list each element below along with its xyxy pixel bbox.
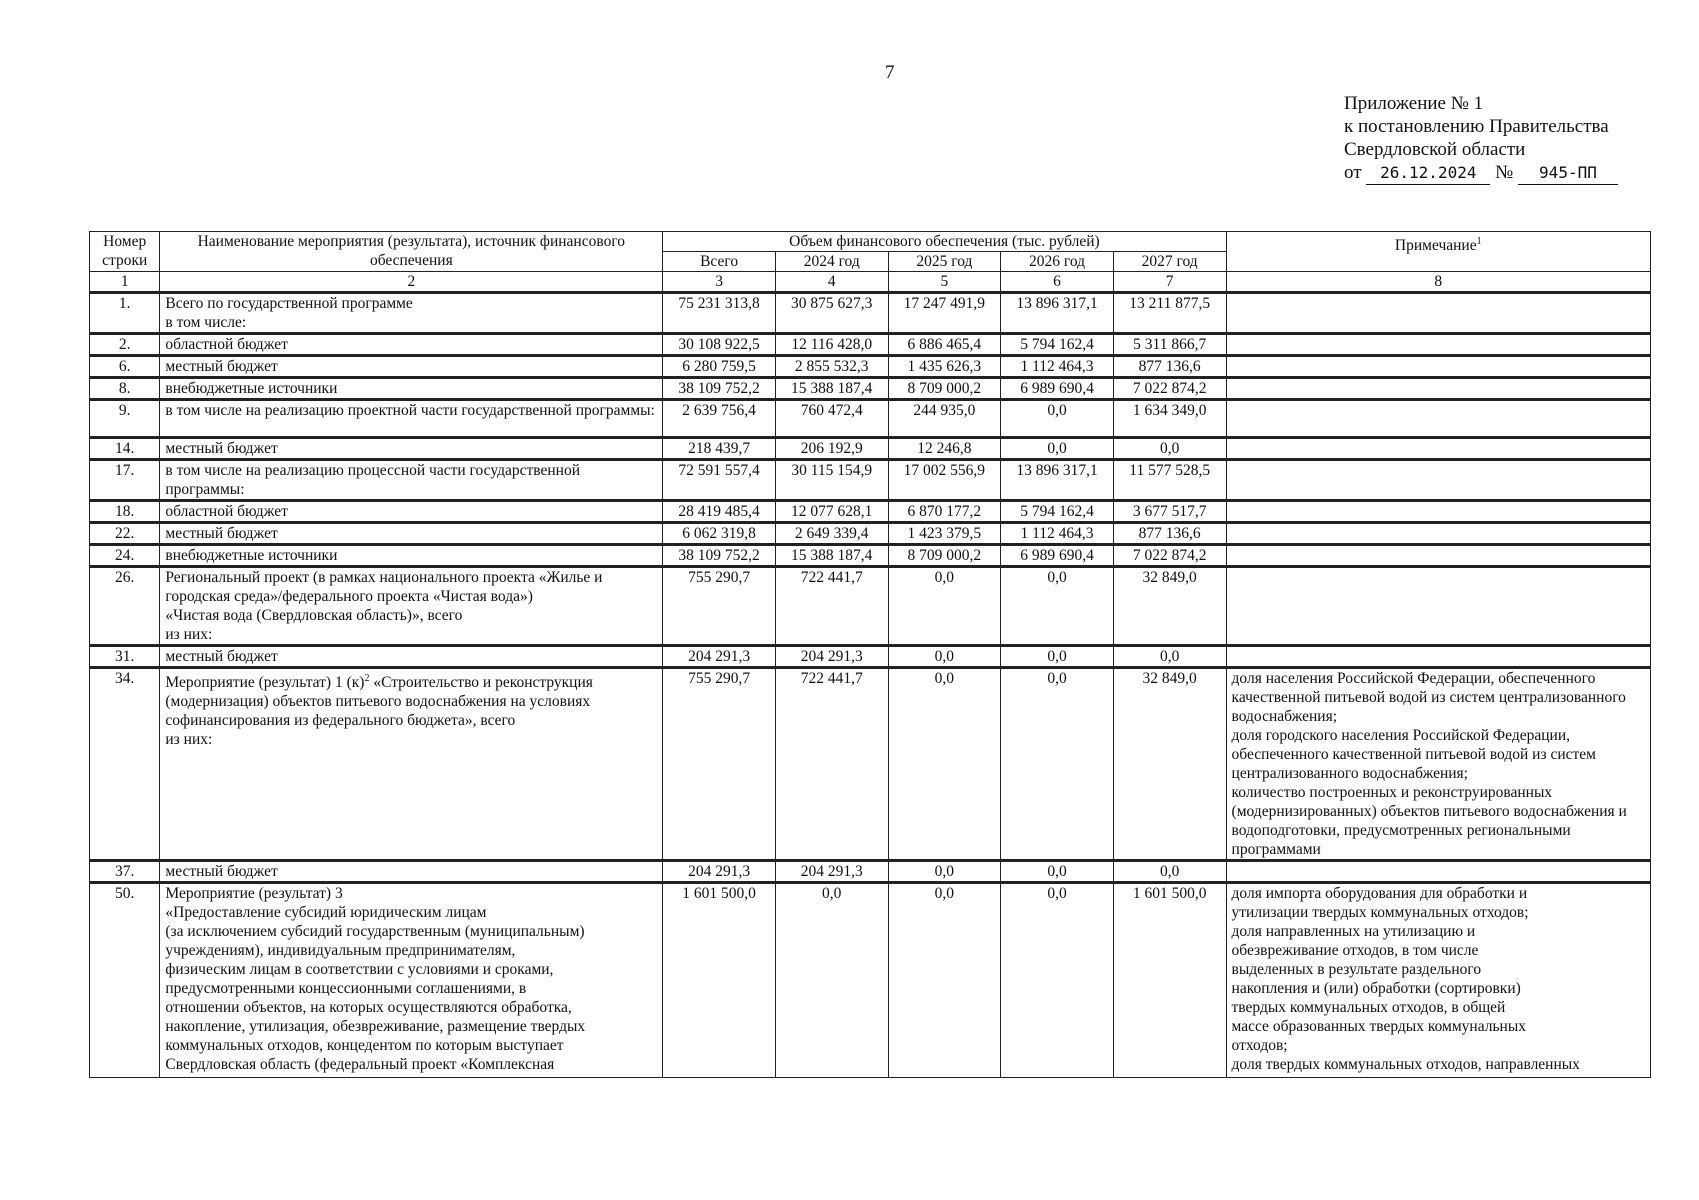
row-name: местный бюджет (160, 646, 663, 668)
row-number: 14. (90, 438, 160, 460)
cell-total: 2 639 756,4 (663, 400, 776, 438)
row-number: 34. (90, 668, 160, 861)
cell-2024: 204 291,3 (775, 646, 888, 668)
cell-2026: 0,0 (1001, 567, 1114, 646)
column-index: 4 (775, 272, 888, 293)
row-number: 2. (90, 334, 160, 356)
cell-note (1226, 356, 1650, 378)
cell-2026: 13 896 317,1 (1001, 460, 1114, 501)
cell-2026: 0,0 (1001, 668, 1114, 861)
cell-total: 1 601 500,0 (663, 883, 776, 1078)
cell-note (1226, 523, 1650, 545)
decree-number: 945-ПП (1518, 161, 1618, 185)
cell-2025: 0,0 (888, 883, 1001, 1078)
appendix-block (1344, 92, 1618, 185)
cell-note (1226, 400, 1650, 438)
cell-2025: 17 247 491,9 (888, 293, 1001, 334)
cell-2027: 1 634 349,0 (1113, 400, 1226, 438)
column-index: 2 (160, 272, 663, 293)
row-number: 26. (90, 567, 160, 646)
table-row (90, 460, 1651, 501)
cell-2024: 0,0 (775, 883, 888, 1078)
cell-total: 75 231 313,8 (663, 293, 776, 334)
cell-2026: 0,0 (1001, 646, 1114, 668)
row-name: в том числе на реализацию проектной части государственной программы: (160, 400, 663, 438)
cell-2027: 0,0 (1113, 646, 1226, 668)
cell-total: 38 109 752,2 (663, 378, 776, 400)
row-name: в том числе на реализацию процессной части государственной программы: (160, 460, 663, 501)
table-row (90, 438, 1651, 460)
cell-2026: 0,0 (1001, 883, 1114, 1078)
cell-2024: 12 077 628,1 (775, 501, 888, 523)
row-number: 22. (90, 523, 160, 545)
cell-note (1226, 460, 1650, 501)
column-index: 7 (1113, 272, 1226, 293)
cell-2027: 7 022 874,2 (1113, 378, 1226, 400)
cell-2025: 0,0 (888, 861, 1001, 883)
table-row (90, 400, 1651, 438)
cell-2025: 0,0 (888, 646, 1001, 668)
appendix-decree: к постановлению Правительства (1344, 116, 1609, 137)
cell-2026: 1 112 464,3 (1001, 356, 1114, 378)
table-row (90, 356, 1651, 378)
cell-total: 38 109 752,2 (663, 545, 776, 567)
cell-2025: 12 246,8 (888, 438, 1001, 460)
row-number: 50. (90, 883, 160, 1078)
cell-note (1226, 567, 1650, 646)
cell-2024: 206 192,9 (775, 438, 888, 460)
cell-2027: 1 601 500,0 (1113, 883, 1226, 1078)
cell-2027: 11 577 528,5 (1113, 460, 1226, 501)
appendix-title: Приложение № 1 (1344, 93, 1484, 114)
appendix-region: Свердловской области (1344, 139, 1526, 160)
row-name: внебюджетные источники (160, 378, 663, 400)
row-name-prefix: Мероприятие (результат) 1 (к) (165, 674, 365, 692)
table-row (90, 567, 1651, 646)
cell-2024: 760 472,4 (775, 400, 888, 438)
cell-2024: 2 855 532,3 (775, 356, 888, 378)
cell-2027: 13 211 877,5 (1113, 293, 1226, 334)
header-total: Всего (663, 252, 776, 272)
header-note (1226, 232, 1650, 272)
row-name: Всего по государственной программе в том числе: (160, 293, 663, 334)
table-row (90, 545, 1651, 567)
cell-2026: 0,0 (1001, 400, 1114, 438)
table-row (90, 334, 1651, 356)
table-row (90, 861, 1651, 883)
column-index: 5 (888, 272, 1001, 293)
row-name-footnote: 2 (364, 673, 370, 684)
page-number: 7 (885, 62, 895, 83)
cell-total: 755 290,7 (663, 567, 776, 646)
cell-note: доля населения Российской Федерации, обеспеченного качественной питьевой водой из систем централизованного водоснабжения; доля городского населения Российской Федерации, обеспеченного качественной питьевой водой из систем централизованного водоснабжения; количество построенных и реконструированных (модернизированных) объектов питьевого водоснабжения и водоподготовки, предусмотренных региональными программами (1226, 668, 1650, 861)
cell-2025: 244 935,0 (888, 400, 1001, 438)
row-number: 1. (90, 293, 160, 334)
table-row (90, 378, 1651, 400)
column-index: 8 (1226, 272, 1650, 293)
cell-2024: 30 115 154,9 (775, 460, 888, 501)
header-note-label: Примечание (1394, 237, 1477, 255)
row-number: 6. (90, 356, 160, 378)
cell-2026: 0,0 (1001, 438, 1114, 460)
cell-2024: 15 388 187,4 (775, 545, 888, 567)
row-number: 18. (90, 501, 160, 523)
cell-2024: 2 649 339,4 (775, 523, 888, 545)
cell-2026: 1 112 464,3 (1001, 523, 1114, 545)
header-row-number: Номер строки (90, 232, 160, 272)
table-row (90, 293, 1651, 334)
row-number: 37. (90, 861, 160, 883)
cell-2027: 5 311 866,7 (1113, 334, 1226, 356)
table-row (90, 883, 1651, 1078)
row-name: Мероприятие (результат) 3 «Предоставление субсидий юридическим лицам (за исключением субсидий государственным (муниципальным) учреждениям), индивидуальным предпринимателям, физическим лицам в соответствии с условиями и сроками, предусмотренными концессионными соглашениями, в отношении объектов, на которых осуществляются обработка, накопление, утилизация, обезвреживание, размещение твердых коммунальных отходов, концедентом по которым выступает Свердловская область (федеральный проект «Комплексная (160, 883, 663, 1078)
row-name (160, 668, 663, 861)
cell-2024: 722 441,7 (775, 668, 888, 861)
header-name: Наименование мероприятия (результата), источник финансового обеспечения (160, 232, 663, 272)
row-number: 8. (90, 378, 160, 400)
cell-2025: 0,0 (888, 668, 1001, 861)
cell-2025: 8 709 000,2 (888, 378, 1001, 400)
column-index: 6 (1001, 272, 1114, 293)
header-2025: 2025 год (888, 252, 1001, 272)
row-name: местный бюджет (160, 523, 663, 545)
cell-2027: 0,0 (1113, 438, 1226, 460)
cell-note (1226, 646, 1650, 668)
cell-note (1226, 438, 1650, 460)
column-index-row (90, 272, 1651, 293)
cell-2024: 204 291,3 (775, 861, 888, 883)
row-name: местный бюджет (160, 438, 663, 460)
table-row (90, 668, 1651, 861)
cell-2026: 6 989 690,4 (1001, 545, 1114, 567)
cell-2026: 13 896 317,1 (1001, 293, 1114, 334)
cell-2025: 17 002 556,9 (888, 460, 1001, 501)
header-note-sup: 1 (1476, 236, 1482, 247)
row-number: 31. (90, 646, 160, 668)
date-prefix: от (1344, 162, 1362, 183)
cell-2025: 1 435 626,3 (888, 356, 1001, 378)
column-index: 1 (90, 272, 160, 293)
cell-total: 28 419 485,4 (663, 501, 776, 523)
cell-2025: 1 423 379,5 (888, 523, 1001, 545)
cell-total: 218 439,7 (663, 438, 776, 460)
cell-2025: 8 709 000,2 (888, 545, 1001, 567)
cell-2027: 877 136,6 (1113, 523, 1226, 545)
financing-table (89, 231, 1651, 1078)
cell-total: 204 291,3 (663, 861, 776, 883)
cell-total: 72 591 557,4 (663, 460, 776, 501)
decree-date: 26.12.2024 (1366, 161, 1490, 185)
row-number: 9. (90, 400, 160, 438)
row-number: 17. (90, 460, 160, 501)
cell-note (1226, 378, 1650, 400)
table-row (90, 501, 1651, 523)
cell-2027: 7 022 874,2 (1113, 545, 1226, 567)
cell-2025: 6 870 177,2 (888, 501, 1001, 523)
cell-note (1226, 545, 1650, 567)
cell-2025: 6 886 465,4 (888, 334, 1001, 356)
cell-2026: 6 989 690,4 (1001, 378, 1114, 400)
header-2026: 2026 год (1001, 252, 1114, 272)
cell-total: 755 290,7 (663, 668, 776, 861)
cell-total: 30 108 922,5 (663, 334, 776, 356)
cell-2024: 722 441,7 (775, 567, 888, 646)
row-name: местный бюджет (160, 356, 663, 378)
cell-2024: 15 388 187,4 (775, 378, 888, 400)
cell-2024: 12 116 428,0 (775, 334, 888, 356)
table-row (90, 523, 1651, 545)
cell-note (1226, 501, 1650, 523)
cell-2026: 5 794 162,4 (1001, 501, 1114, 523)
cell-note (1226, 861, 1650, 883)
appendix-date-line (1344, 161, 1618, 185)
cell-note (1226, 334, 1650, 356)
cell-total: 204 291,3 (663, 646, 776, 668)
row-name: местный бюджет (160, 861, 663, 883)
table-row (90, 646, 1651, 668)
header-2024: 2024 год (775, 252, 888, 272)
cell-2024: 30 875 627,3 (775, 293, 888, 334)
cell-2027: 32 849,0 (1113, 567, 1226, 646)
row-number: 24. (90, 545, 160, 567)
cell-2027: 3 677 517,7 (1113, 501, 1226, 523)
header-2027: 2027 год (1113, 252, 1226, 272)
number-prefix: № (1495, 162, 1514, 183)
cell-2026: 0,0 (1001, 861, 1114, 883)
cell-2027: 0,0 (1113, 861, 1226, 883)
cell-note: доля импорта оборудования для обработки и утилизации твердых коммунальных отходов; доля направленных на утилизацию и обезвреживание отходов, в том числе выделенных в результате раздельного накопления и (или) обработки (сортировки) твердых коммунальных отходов, в общей массе образованных твердых коммунальных отходов; доля твердых коммунальных отходов, направленных (1226, 883, 1650, 1078)
row-name: областной бюджет (160, 334, 663, 356)
cell-note (1226, 293, 1650, 334)
cell-2026: 5 794 162,4 (1001, 334, 1114, 356)
cell-total: 6 062 319,8 (663, 523, 776, 545)
row-name: внебюджетные источники (160, 545, 663, 567)
cell-2027: 32 849,0 (1113, 668, 1226, 861)
row-name-rest: «Строительство и реконструкция (модернизация) объектов питьевого водоснабжения на условиях софинансирования из федерального бюджета», всего из них: (165, 674, 593, 749)
column-index: 3 (663, 272, 776, 293)
row-name: областной бюджет (160, 501, 663, 523)
header-volume: Объем финансового обеспечения (тыс. рублей) (663, 232, 1226, 252)
cell-total: 6 280 759,5 (663, 356, 776, 378)
row-name: Региональный проект (в рамках национального проекта «Жилье и городская среда»/федерального проекта «Чистая вода») «Чистая вода (Свердловская область)», всего из них: (160, 567, 663, 646)
cell-2025: 0,0 (888, 567, 1001, 646)
cell-2027: 877 136,6 (1113, 356, 1226, 378)
